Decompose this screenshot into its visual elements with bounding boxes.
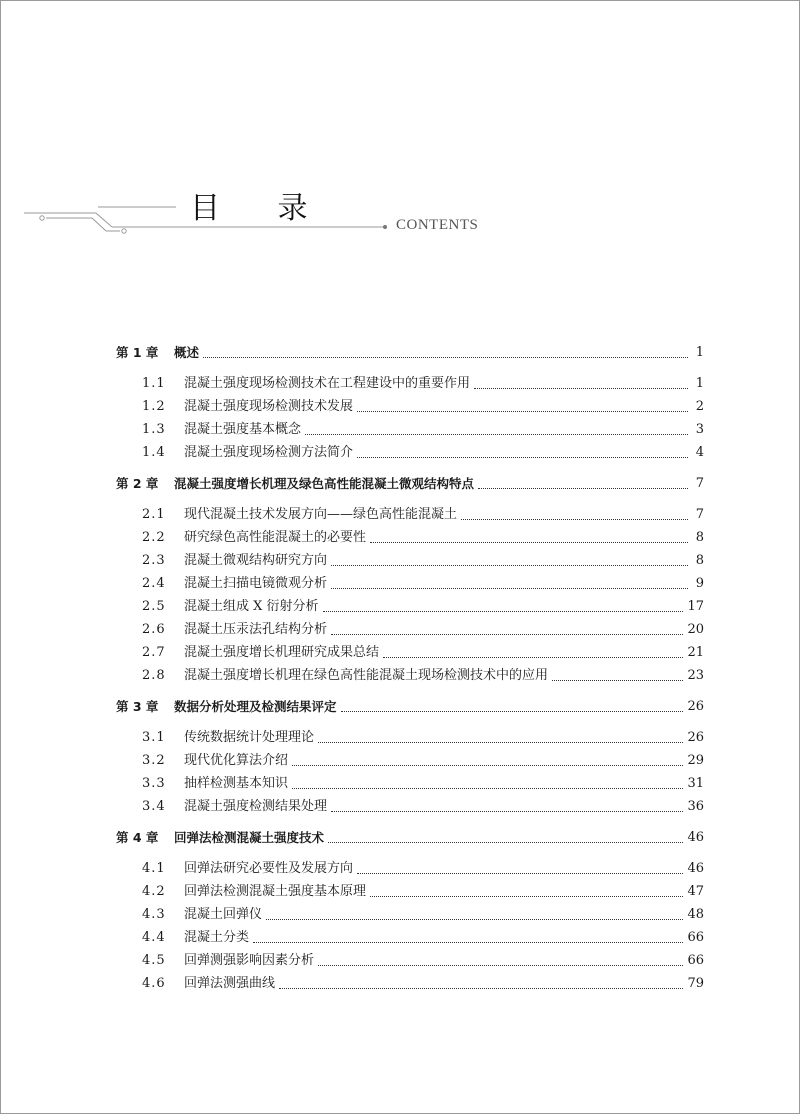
page-number: 8 [695,553,704,568]
dot-leader [331,578,688,589]
table-of-contents [116,330,704,992]
section-title: 混凝土回弹仪 [184,907,263,922]
section-number: 3.3 [142,776,166,791]
page-number: 31 [687,776,704,791]
page-number: 7 [695,507,704,522]
section-title: 传统数据统计处理理论 [184,730,315,745]
page-number: 29 [687,753,704,768]
dot-leader [328,832,683,843]
toc-section-row[interactable] [116,523,704,546]
toc-section-row[interactable] [116,946,704,969]
toc-chapter-row[interactable] [116,692,704,715]
section-title: 回弹法检测混凝土强度基本原理 [184,884,367,899]
chapter-number: 第 4 章 [116,830,159,845]
toc-section-row[interactable] [116,969,704,992]
toc-section-row[interactable] [116,792,704,815]
section-number: 1.2 [142,399,166,414]
section-number: 3.4 [142,799,166,814]
section-title: 混凝土扫描电镜微观分析 [184,576,328,591]
section-number: 4.4 [142,930,166,945]
section-title: 混凝土微观结构研究方向 [184,553,328,568]
page-number: 47 [687,884,704,899]
toc-section-row[interactable] [116,392,704,415]
page-number: 21 [687,645,704,660]
page-number: 66 [687,930,704,945]
toc-section-row[interactable] [116,723,704,746]
dot-leader [357,863,683,874]
section-number: 4.6 [142,976,166,991]
section-number: 1.4 [142,445,166,460]
toc-section-row[interactable] [116,369,704,392]
section-title: 混凝土强度现场检测技术在工程建设中的重要作用 [184,376,471,391]
page-number: 26 [687,730,704,745]
page-number: 1 [695,345,704,360]
dot-leader [318,732,683,743]
section-number: 2.8 [142,668,166,683]
toc-section-row[interactable] [116,661,704,684]
toc-chapter-row[interactable] [116,469,704,492]
page-subtitle: CONTENTS [396,217,479,233]
section-title: 研究绿色高性能混凝土的必要性 [184,530,367,545]
section-title: 混凝土压汞法孔结构分析 [184,622,328,637]
toc-section-row[interactable] [116,923,704,946]
chapter-title: 概述 [174,345,200,360]
toc-section-row[interactable] [116,592,704,615]
toc-section-row[interactable] [116,638,704,661]
section-title: 回弹测强影响因素分析 [184,953,315,968]
page-number: 20 [687,622,704,637]
toc-section-row[interactable] [116,546,704,569]
dot-leader [292,755,683,766]
toc-section-row[interactable] [116,746,704,769]
dot-leader [279,978,683,989]
chapter-title: 数据分析处理及检测结果评定 [174,699,337,714]
section-number: 2.3 [142,553,166,568]
dot-leader [305,424,688,435]
page-number: 1 [695,376,704,391]
section-number: 3.1 [142,730,166,745]
page-number: 23 [687,668,704,683]
toc-section-row[interactable] [116,900,704,923]
dot-leader [552,670,683,681]
section-number: 1.3 [142,422,166,437]
chapter-number: 第 3 章 [116,699,159,714]
toc-section-row[interactable] [116,569,704,592]
dot-leader [331,555,688,566]
chapter-title: 混凝土强度增长机理及绿色高性能混凝土微观结构特点 [174,476,475,491]
chapter-number: 第 1 章 [116,345,159,360]
page-number: 8 [695,530,704,545]
dot-leader [331,801,683,812]
section-number: 2.1 [142,507,166,522]
dot-leader [357,447,688,458]
page-number: 79 [687,976,704,991]
dot-leader [253,932,683,943]
page-number: 3 [695,422,704,437]
toc-section-row[interactable] [116,500,704,523]
dot-leader [474,378,688,389]
section-number: 4.1 [142,861,166,876]
dot-leader [370,532,688,543]
toc-chapter-row[interactable] [116,338,704,361]
chapter-title: 回弹法检测混凝土强度技术 [174,830,325,845]
section-title: 回弹法研究必要性及发展方向 [184,861,354,876]
section-title: 混凝土强度检测结果处理 [184,799,328,814]
section-number: 2.6 [142,622,166,637]
section-number: 4.2 [142,884,166,899]
page-number: 17 [687,599,704,614]
page-number: 46 [687,861,704,876]
dot-leader [331,624,683,635]
page-number: 26 [687,699,704,714]
section-title: 混凝土分类 [184,930,250,945]
section-number: 2.7 [142,645,166,660]
dot-leader [203,347,688,358]
toc-header [0,0,800,260]
toc-section-row[interactable] [116,438,704,461]
section-title: 混凝土强度现场检测技术发展 [184,399,354,414]
dot-leader [266,909,683,920]
section-title: 现代混凝土技术发展方向——绿色高性能混凝土 [184,507,458,522]
toc-section-row[interactable] [116,769,704,792]
section-number: 3.2 [142,753,166,768]
section-number: 2.4 [142,576,166,591]
section-number: 2.2 [142,530,166,545]
section-number: 1.1 [142,376,166,391]
section-number: 4.5 [142,953,166,968]
toc-section-row[interactable] [116,877,704,900]
dot-leader [370,886,683,897]
section-title: 现代优化算法介绍 [184,753,289,768]
section-number: 4.3 [142,907,166,922]
toc-section-row[interactable] [116,415,704,438]
chapter-number: 第 2 章 [116,476,159,491]
page-number: 46 [687,830,704,845]
page-number: 7 [695,476,704,491]
toc-chapter-row[interactable] [116,823,704,846]
section-title: 抽样检测基本知识 [184,776,289,791]
dot-leader [461,509,688,520]
section-title: 混凝土强度现场检测方法简介 [184,445,354,460]
section-number: 2.5 [142,599,166,614]
toc-section-row[interactable] [116,615,704,638]
dot-leader [318,955,683,966]
page-number: 66 [687,953,704,968]
page-number: 36 [687,799,704,814]
dot-leader [357,401,688,412]
page-number: 2 [695,399,704,414]
section-title: 混凝土组成 X 衍射分析 [184,599,319,614]
page-title: 目 录 [190,191,332,226]
page-number: 4 [695,445,704,460]
section-title: 混凝土强度基本概念 [184,422,302,437]
dot-leader [383,647,683,658]
dot-leader [478,478,688,489]
page-number: 48 [687,907,704,922]
dot-leader [323,601,684,612]
section-title: 混凝土强度增长机理在绿色高性能混凝土现场检测技术中的应用 [184,668,549,683]
toc-section-row[interactable] [116,854,704,877]
section-title: 混凝土强度增长机理研究成果总结 [184,645,380,660]
section-title: 回弹法测强曲线 [184,976,276,991]
dot-leader [292,778,683,789]
page-number: 9 [695,576,704,591]
dot-leader [341,701,684,712]
